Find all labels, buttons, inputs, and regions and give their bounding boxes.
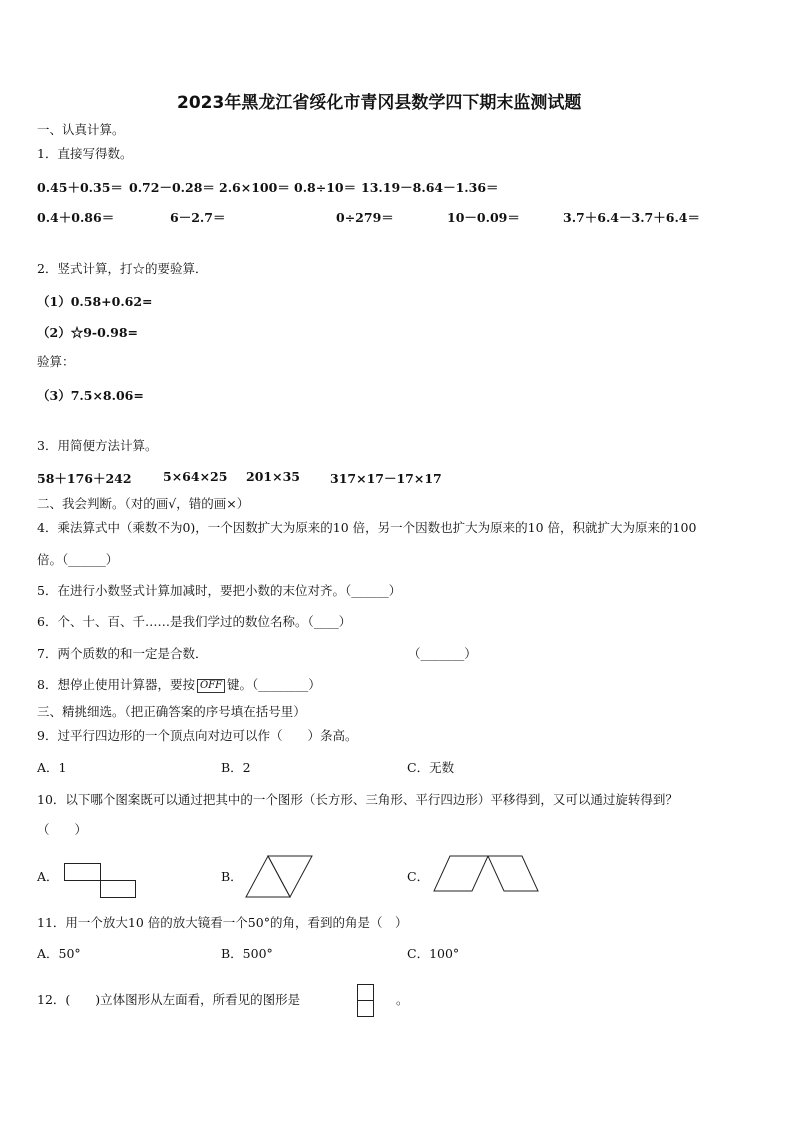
q1-row1-item: 2.6×100＝ [219,180,290,195]
off-key-icon: OFF [197,679,225,693]
page-title: 2023年黑龙江省绥化市青冈县数学四下期末监测试题 [177,93,582,113]
rectangle-shape [65,864,101,881]
section-2-heading: 二、我会判断。（对的画√，错的画×） [37,496,250,511]
q10-figure-b [244,854,316,900]
rectangle-shape [101,881,136,898]
q12-figure [356,983,376,1019]
question-6: 6．个、十、百、千……是我们学过的数位名称。（____） [37,614,352,629]
q9-option-a: A．1 [37,760,67,775]
q1-row2-item: 0.4＋0.86＝ [37,210,115,225]
question-10: 10．以下哪个图案既可以通过把其中的一个图形（长方形、三角形、平行四边形）平移得到，又可以通过旋转得到？ [37,792,678,807]
q2-item-1: （1）0.58+0.62= [37,294,153,309]
question-7: 7．两个质数的和一定是合数． [37,646,208,661]
q2-check-label: 验算： [37,354,75,369]
q1-row2-item: 0÷279＝ [336,210,394,225]
q11-option-b: B．500° [221,946,273,961]
q9-option-c: C．无数 [407,760,455,775]
q9-option-b: B．2 [221,760,251,775]
triangle-shape [268,856,312,897]
q1-row2-item: 3.7＋6.4－3.7＋6.4＝ [563,210,700,225]
q3-item: 317×17－17×17 [330,471,442,486]
square-shape [358,1001,374,1017]
q10-option-a: A． [37,869,59,884]
question-1-label: 1．直接写得数。 [37,146,133,161]
question-11: 11．用一个放大10 倍的放大镜看一个50°的角，看到的角是（ ） [37,915,408,930]
question-9: 9．过平行四边形的一个顶点向对边可以作（ ）条高。 [37,728,358,743]
q1-row1-item: 0.45＋0.35＝ [37,180,123,195]
q1-row2-item: 10－0.09＝ [447,210,520,225]
question-12-end: 。 [396,992,409,1007]
q11-option-c: C．100° [407,946,460,961]
q1-row1-item: 0.72－0.28＝ [129,180,215,195]
q10-figure-a [63,860,139,900]
question-2-label: 2．竖式计算，打☆的要验算． [37,261,208,276]
q3-item: 5×64×25 [163,469,228,484]
question-8-text: 8．想停止使用计算器，要按 [37,677,195,692]
parallelogram-shape [488,856,538,891]
q1-row2-item: 6－2.7＝ [170,210,226,225]
question-8-blank: 键。（________） [227,677,321,692]
question-8 [37,677,321,693]
triangle-shape [246,856,290,897]
question-4-line-2: 倍。（______） [37,552,119,567]
q10-option-c: C． [407,869,430,884]
question-3-label: 3．用简便方法计算。 [37,438,158,453]
q1-row1-item: 13.19－8.64－1.36＝ [361,180,499,195]
question-7-blank: （_______） [408,646,477,661]
q3-item: 201×35 [246,469,300,484]
q3-item: 58＋176＋242 [37,471,132,486]
question-4-line-1: 4．乘法算式中（乘数不为0)，一个因数扩大为原来的10 倍，另一个因数也扩大为原来的10 倍，积就扩大为原来的100 [37,520,697,535]
question-5: 5．在进行小数竖式计算加减时，要把小数的末位对齐。（______） [37,583,402,598]
question-10-paren: （ ） [37,822,88,837]
parallelogram-shape [434,856,488,891]
q10-figure-c [432,854,542,894]
question-12: 12．( )立体图形从左面看，所看见的图形是 [37,992,301,1007]
q1-row1-item: 0.8÷10＝ [294,180,357,195]
q2-item-2: （2）☆9-0.98= [37,325,139,340]
square-shape [358,985,374,1001]
q11-option-a: A．50° [37,946,81,961]
section-3-heading: 三、精挑细选。（把正确答案的序号填在括号里） [37,704,306,719]
q2-item-3: （3）7.5×8.06= [37,388,144,403]
section-1-heading: 一、认真计算。 [37,122,125,137]
q10-option-b: B． [221,869,243,884]
